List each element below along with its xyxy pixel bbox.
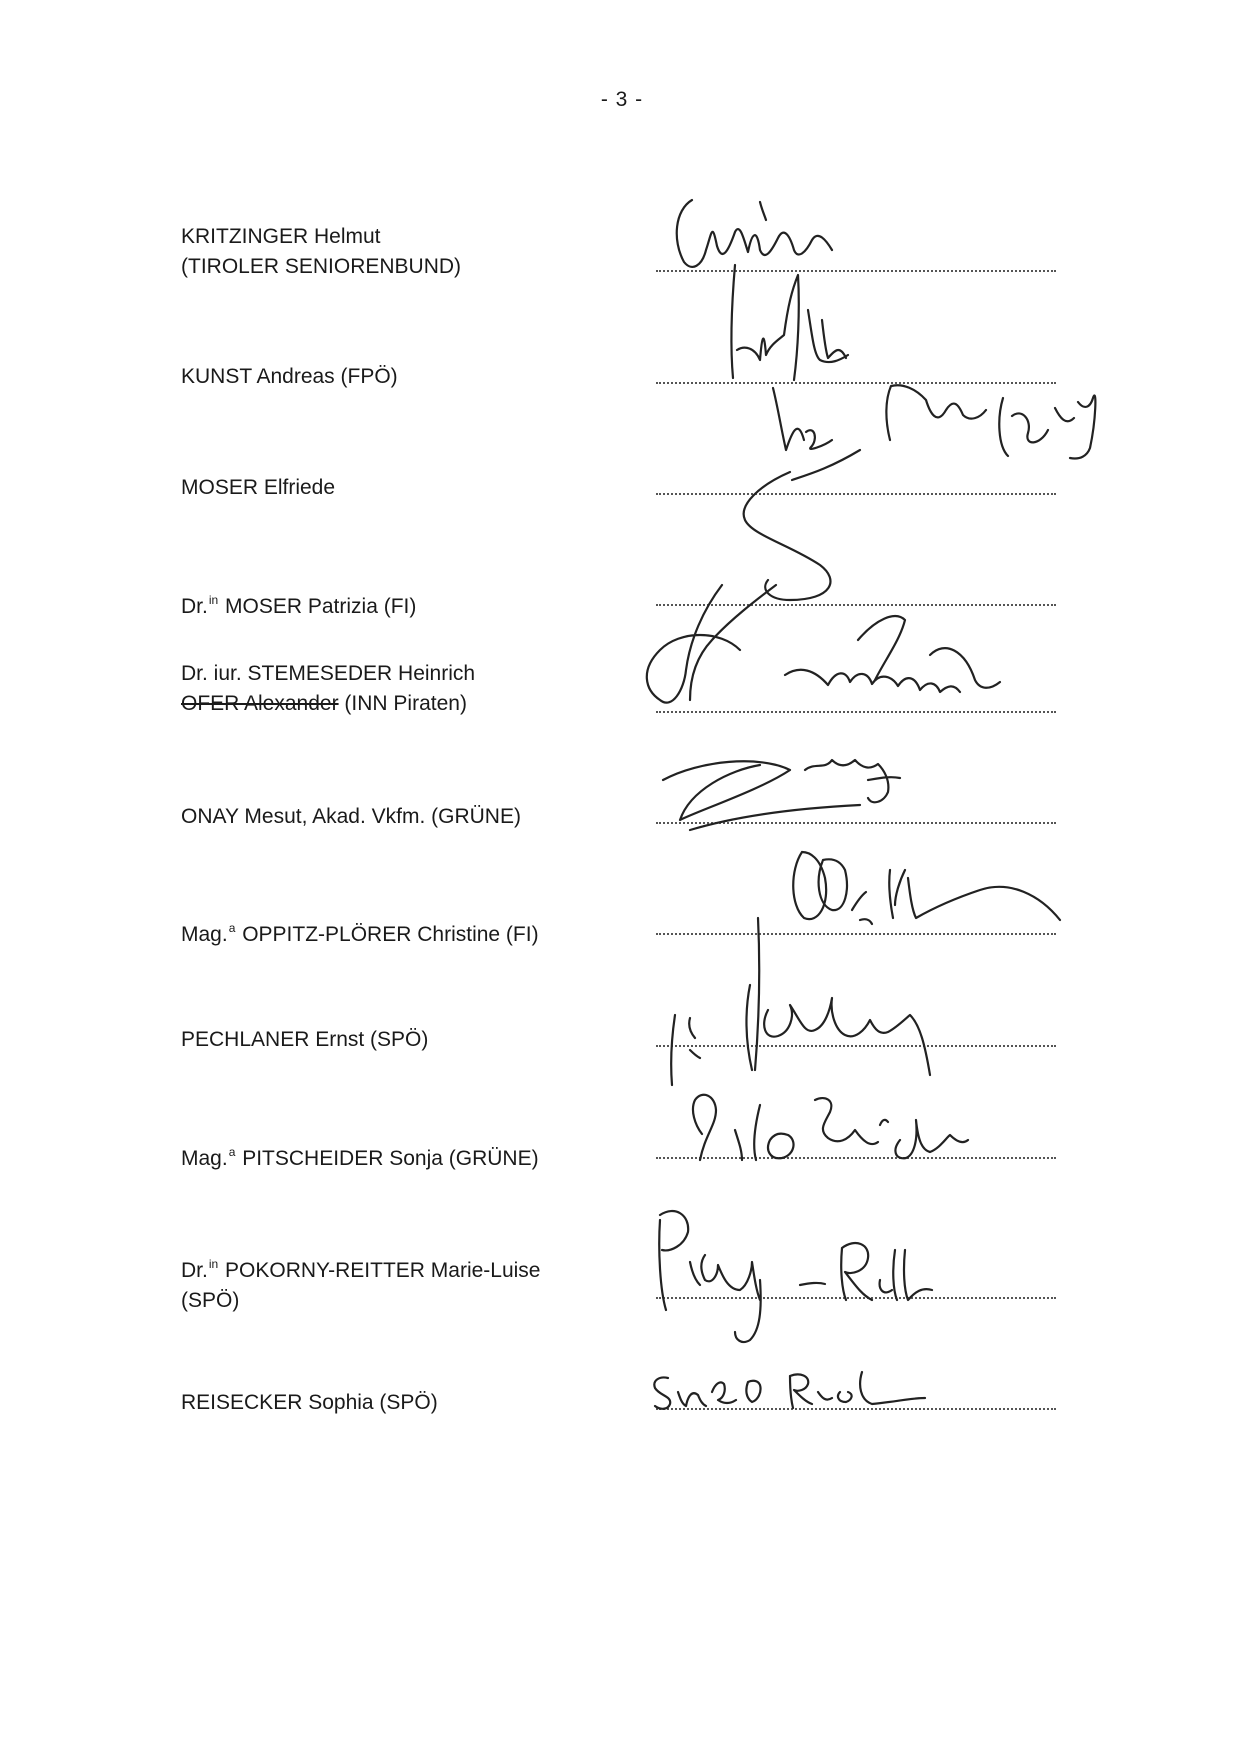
signatory-name: Mag.$^a$ PITSCHEIDER Sonja (GRÜNE) <box>181 1145 539 1170</box>
page-number: - 3 - <box>600 88 644 111</box>
signature-line <box>656 933 1056 935</box>
signature-line <box>656 604 1056 606</box>
signature-pitscheider <box>693 1095 968 1160</box>
signature-line <box>656 1297 1056 1299</box>
signatory-name: Dr.$^{in}$ POKORNY-REITTER Marie-Luise <box>181 1257 541 1282</box>
signatory-reisecker <box>181 1388 601 1418</box>
signature-pokorny <box>659 1211 932 1342</box>
signature-onay <box>663 760 900 830</box>
signature-line <box>656 711 1056 713</box>
signature-line <box>656 382 1056 384</box>
signature-pechlaner <box>671 985 930 1085</box>
signatory-pitscheider <box>181 1137 601 1174</box>
signature-kritzinger <box>677 200 832 267</box>
signatory-pechlaner <box>181 1025 601 1055</box>
signatory-name: Dr. iur. STEMESEDER Heinrich <box>181 662 476 685</box>
signatory-kunst <box>181 362 601 392</box>
signatory-moser-patrizia <box>181 585 601 622</box>
signatory-name: KUNST Andreas (FPÖ) <box>181 365 398 388</box>
signatory-moser-elfriede <box>181 473 601 503</box>
signature-line <box>656 493 1056 495</box>
signatory-name: Dr.$^{in}$ MOSER Patrizia (FI) <box>181 593 417 618</box>
signatory-oppitz <box>181 913 601 950</box>
signatory-kritzinger <box>181 222 601 282</box>
signatory-party: OFER Alexander (INN Piraten) <box>181 692 467 715</box>
signature-reisecker <box>654 1372 925 1409</box>
signatory-name: PECHLANER Ernst (SPÖ) <box>181 1028 429 1051</box>
signature-line <box>656 822 1056 824</box>
signatory-pokorny <box>181 1249 601 1316</box>
signature-kunst <box>732 265 848 380</box>
signatory-party: (SPÖ) <box>181 1289 240 1312</box>
signature-line <box>656 1045 1056 1047</box>
signatory-stemeseder <box>181 659 601 719</box>
signature-moser-p <box>744 450 860 600</box>
signatory-party: (TIROLER SENIORENBUND) <box>181 255 462 278</box>
signatory-name: REISECKER Sophia (SPÖ) <box>181 1391 438 1414</box>
signatory-name: Mag.$^a$ OPPITZ-PLÖRER Christine (FI) <box>181 921 539 946</box>
signature-line <box>656 1157 1056 1159</box>
signatory-name: ONAY Mesut, Akad. Vkfm. (GRÜNE) <box>181 805 521 828</box>
signature-moser-e <box>773 385 1095 458</box>
signature-stemeseder <box>647 585 1000 703</box>
struck-name: OFER Alexander <box>181 692 339 715</box>
signatory-onay <box>181 802 601 832</box>
signature-oppitz <box>755 852 1060 1070</box>
signatory-name: MOSER Elfriede <box>181 476 336 499</box>
signature-line <box>656 1408 1056 1410</box>
signatory-name: KRITZINGER Helmut <box>181 225 381 248</box>
signature-line <box>656 270 1056 272</box>
